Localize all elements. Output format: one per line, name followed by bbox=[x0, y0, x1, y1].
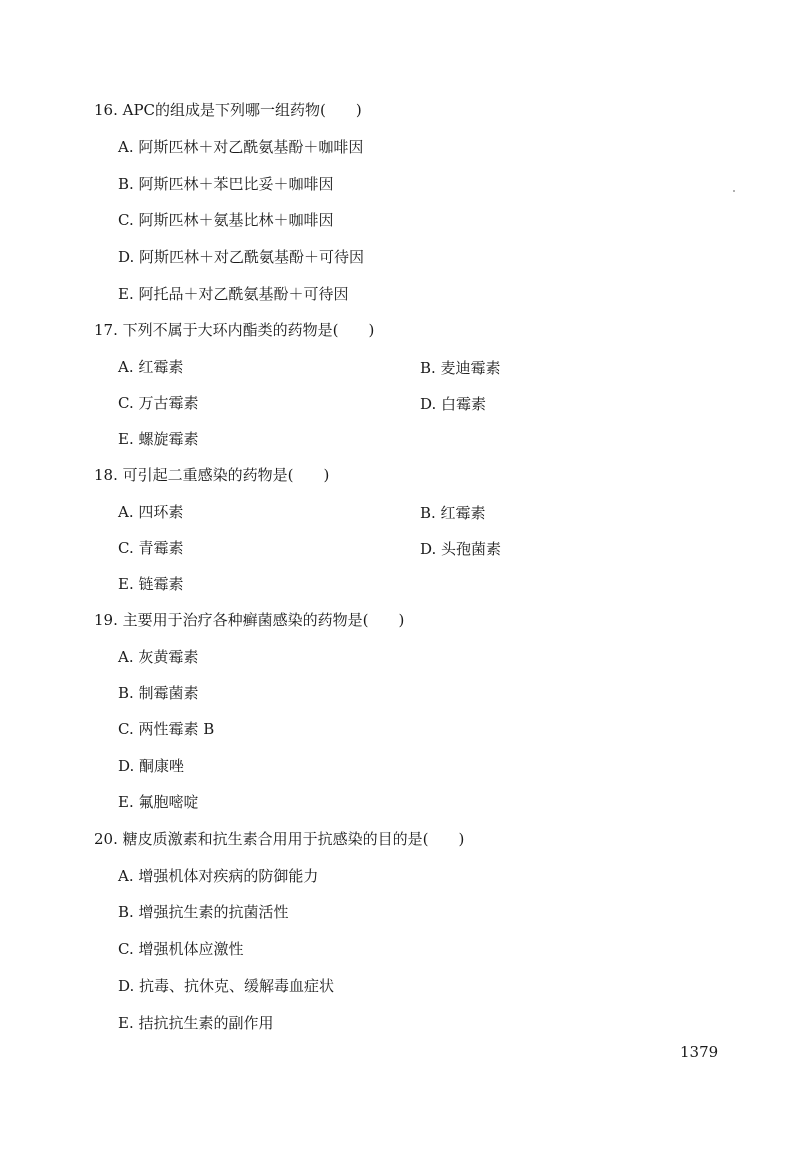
question-20-option-d: D. 抗毒、抗休克、缓解毒血症状 bbox=[118, 977, 335, 995]
question-19-option-b: B. 制霉菌素 bbox=[118, 684, 199, 702]
question-16-option-b: B. 阿斯匹林＋苯巴比妥＋咖啡因 bbox=[118, 175, 334, 193]
question-20-option-c: C. 增强机体应激性 bbox=[118, 940, 244, 958]
question-20-stem: 20. 糖皮质激素和抗生素合用用于抗感染的目的是( ) bbox=[94, 830, 465, 848]
question-16-option-a: A. 阿斯匹林＋对乙酰氨基酚＋咖啡因 bbox=[118, 138, 364, 156]
question-16-option-c: C. 阿斯匹林＋氨基比林＋咖啡因 bbox=[118, 211, 334, 229]
question-17-option-a: A. 红霉素 bbox=[118, 358, 184, 376]
question-20-option-a: A. 增强机体对疾病的防御能力 bbox=[118, 867, 319, 885]
question-17-option-b: B. 麦迪霉素 bbox=[420, 359, 501, 377]
question-18-option-c: C. 青霉素 bbox=[118, 539, 184, 557]
question-16-stem: 16. APC的组成是下列哪一组药物( ) bbox=[94, 101, 362, 119]
question-19-option-c: C. 两性霉素 B bbox=[118, 720, 215, 738]
question-19-option-e: E. 氟胞嘧啶 bbox=[118, 793, 199, 811]
question-16-option-e: E. 阿托品＋对乙酰氨基酚＋可待因 bbox=[118, 285, 349, 303]
question-17-option-e: E. 螺旋霉素 bbox=[118, 430, 199, 448]
question-18-option-b: B. 红霉素 bbox=[420, 504, 486, 522]
question-18-stem: 18. 可引起二重感染的药物是( ) bbox=[94, 466, 330, 484]
question-18-option-a: A. 四环素 bbox=[118, 503, 184, 521]
question-19-option-a: A. 灰黄霉素 bbox=[118, 648, 199, 666]
question-19-option-d: D. 酮康唑 bbox=[118, 757, 185, 775]
scan-speck bbox=[733, 190, 735, 192]
question-17-option-d: D. 白霉素 bbox=[420, 395, 487, 413]
question-18-option-d: D. 头孢菌素 bbox=[420, 540, 502, 558]
page-number: 1379 bbox=[680, 1043, 719, 1061]
question-17-stem: 17. 下列不属于大环内酯类的药物是( ) bbox=[94, 321, 375, 339]
question-19-stem: 19. 主要用于治疗各种癣菌感染的药物是( ) bbox=[94, 611, 405, 629]
question-17-option-c: C. 万古霉素 bbox=[118, 394, 199, 412]
question-18-option-e: E. 链霉素 bbox=[118, 575, 184, 593]
question-20-option-e: E. 拮抗抗生素的副作用 bbox=[118, 1014, 274, 1032]
question-20-option-b: B. 增强抗生素的抗菌活性 bbox=[118, 903, 289, 921]
question-16-option-d: D. 阿斯匹林＋对乙酰氨基酚＋可待因 bbox=[118, 248, 365, 266]
